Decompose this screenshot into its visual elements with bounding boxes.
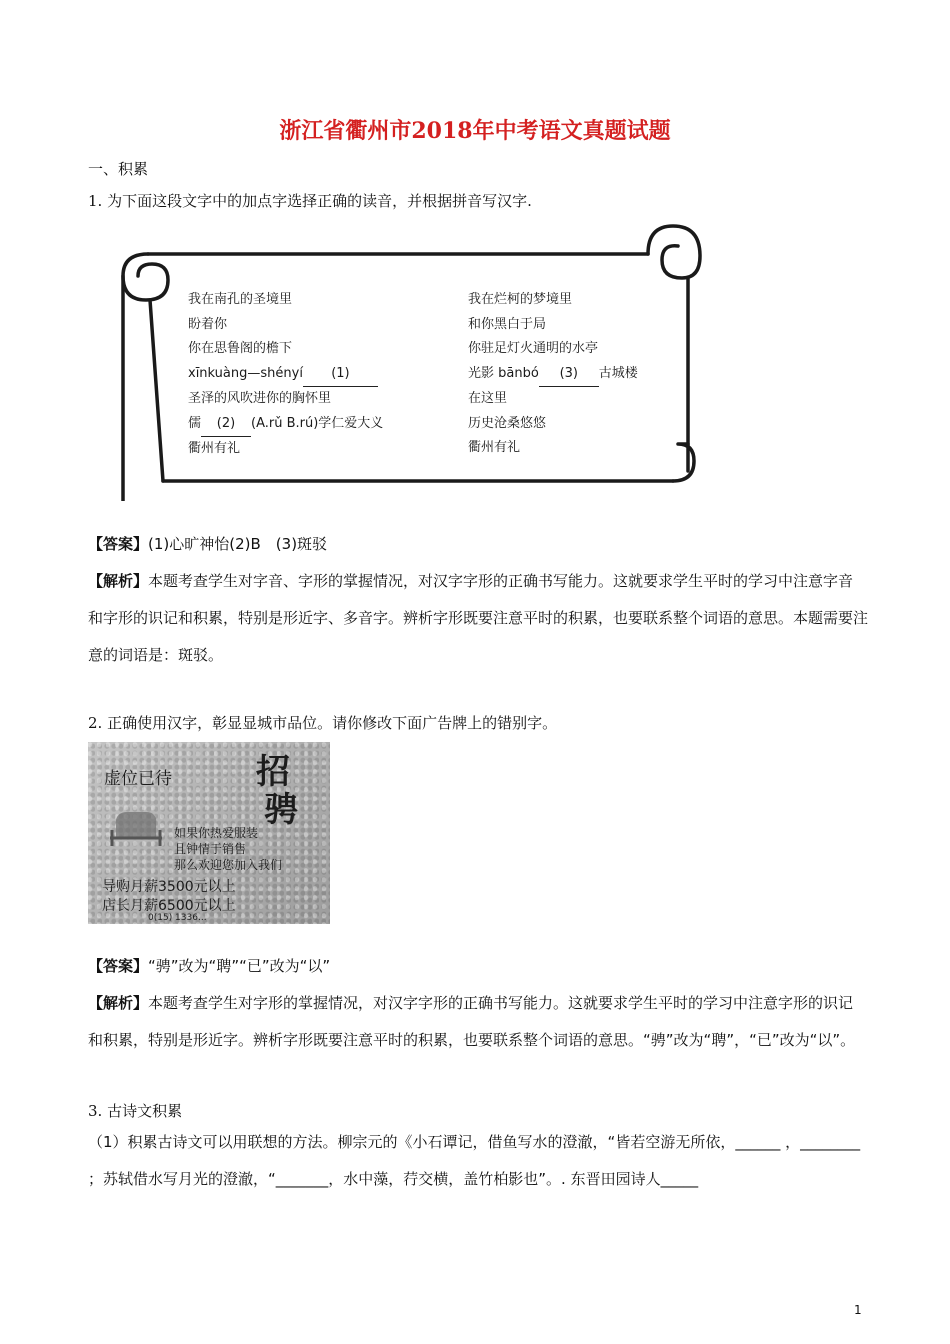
scroll-line: 和你黑白于局 — [468, 316, 547, 332]
section-heading-accumulation: 一、积累 — [88, 160, 149, 178]
scroll-right-column — [468, 288, 638, 461]
page-title: 浙江省衢州市2018年中考语文真题试题 — [279, 118, 671, 144]
poster-phone: 0(15) 1336... — [148, 913, 207, 923]
recruitment-poster — [88, 742, 330, 924]
scroll-line: 你在思鲁阁的檐下 — [188, 341, 293, 356]
question-2-answer — [88, 948, 868, 985]
question-1-answer — [88, 526, 868, 563]
scroll-line: 历史沧桑悠悠 — [468, 415, 547, 431]
scroll-line-end: 古城楼 — [598, 365, 638, 381]
question-2-stem: 2. 正确使用汉字，彰显显城市品位。请你修改下面广告牌上的错别字。 — [88, 714, 558, 732]
dotted-character-ru: 儒 — [188, 415, 202, 431]
poster-salary-line: 导购月薪3500元以上 — [102, 879, 236, 895]
scroll-line: 衢州有礼 — [468, 440, 521, 455]
scroll-line: 我在南孔的圣境里 — [188, 292, 293, 307]
scroll-line: 圣泽的风吹进你的胸怀里 — [188, 391, 332, 406]
analysis-label: 【解析】 — [88, 572, 149, 590]
poster-text-line: 如果你热爱服装 — [174, 826, 259, 840]
scroll-line: 盼着你 — [188, 316, 228, 332]
answer-text: (1)心旷神怡(2)B (3)斑驳 — [148, 535, 328, 553]
blank-1: (1) — [303, 362, 378, 388]
scroll-line: 在这里 — [468, 391, 508, 406]
analysis-label: 【解析】 — [88, 994, 149, 1012]
poster-big-character-pin: 骋 — [264, 790, 298, 830]
question-3-text: （1）积累古诗文可以用联想的方法。柳宗元的《小石谭记，借鱼写水的澄澈，“皆若空游无所依，______ ，________ ；苏轼借水写月光的澄澈，“_______，水中藻，荇交横，盖竹柏影也”。. 东晋田园诗人_____ — [88, 1133, 861, 1188]
pinyin-options: (A.rǔ B.rú)学仁爱大义 — [251, 415, 384, 431]
pinyin-banbo: 光影 bānbó — [468, 365, 539, 381]
chair-icon — [108, 804, 164, 852]
scroll-line: 衢州有礼 — [188, 441, 241, 456]
question-3-stem: 3. 古诗文积累 — [88, 1102, 183, 1120]
poster-text-line: 且钟情于销售 — [174, 842, 247, 856]
scroll-figure — [88, 216, 723, 501]
analysis-text: 本题考查学生对字音、字形的掌握情况，对汉字字形的正确书写能力。这就要求学生平时的学习中注意字音和字形的识记和积累，特别是形近字、多音字。辨析字形既要注意平时的积累，也要联系整个词语的意思。本题需要注意的词语是：斑驳。 — [88, 572, 869, 664]
question-1-analysis — [88, 563, 868, 674]
blank-2: (2) — [201, 412, 251, 438]
poster-slogan: 虚位已待 — [104, 769, 172, 789]
analysis-text: 本题考查学生对字形的掌握情况，对汉字字形的正确书写能力。这就要求学生平时的学习中注意字形的识记和积累，特别是形近字。辨析字形既要注意平时的积累，也要联系整个词语的意思。“骋”改为“聘”，“已”改为“以”。 — [88, 994, 856, 1049]
poster-text-line: 那么欢迎您加入我们 — [174, 858, 283, 872]
answer-label: 【答案】 — [88, 535, 149, 553]
poster-big-character-zhao: 招 — [256, 752, 290, 792]
answer-text: “骋”改为“聘”“已”改为“以” — [148, 957, 331, 975]
blank-3: (3) — [539, 362, 599, 388]
poster-salary-line: 店长月薪6500元以上 — [102, 898, 236, 914]
question-1-stem: 1. 为下面这段文字中的加点字选择正确的读音，并根据拼音写汉字. — [88, 192, 532, 210]
page-number: 1 — [854, 1303, 862, 1317]
pinyin-xinkuang-shenyi: xīnkuàng—shényí — [188, 365, 303, 381]
scroll-line: 你驻足灯火通明的水亭 — [468, 341, 599, 356]
scroll-line: 我在烂柯的梦境里 — [468, 292, 573, 307]
scroll-left-column — [188, 288, 383, 462]
answer-label: 【答案】 — [88, 957, 149, 975]
question-2-analysis — [88, 985, 868, 1059]
